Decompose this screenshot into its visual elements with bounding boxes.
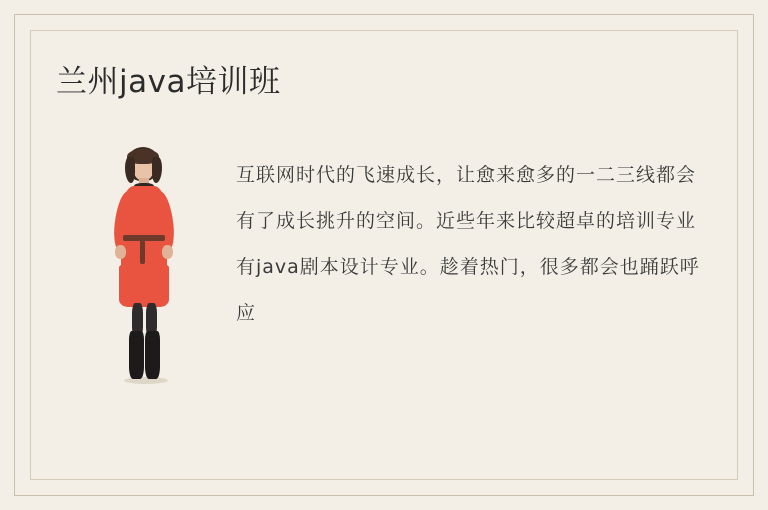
article-content <box>56 140 712 440</box>
article-figure <box>84 145 204 395</box>
photo-right-hand <box>162 245 173 259</box>
page-title: 兰州java培训班 <box>56 64 281 100</box>
photo-belt-tail <box>140 240 145 264</box>
photo-left-boot <box>129 331 144 379</box>
photo-hair-right <box>152 157 162 183</box>
photo-left-hand <box>115 245 126 259</box>
article-body-text: 互联网时代的飞速成长，让愈来愈多的一二三线都会有了成长挑升的空间。近些年来比较超卓的培训专业有java剧本设计专业。趁着热门，很多都会也踊跃呼应 <box>236 164 700 324</box>
photo-right-boot <box>145 331 160 379</box>
person-photo <box>84 145 204 395</box>
photo-hair-left <box>125 157 135 183</box>
photo-skirt <box>119 265 169 307</box>
